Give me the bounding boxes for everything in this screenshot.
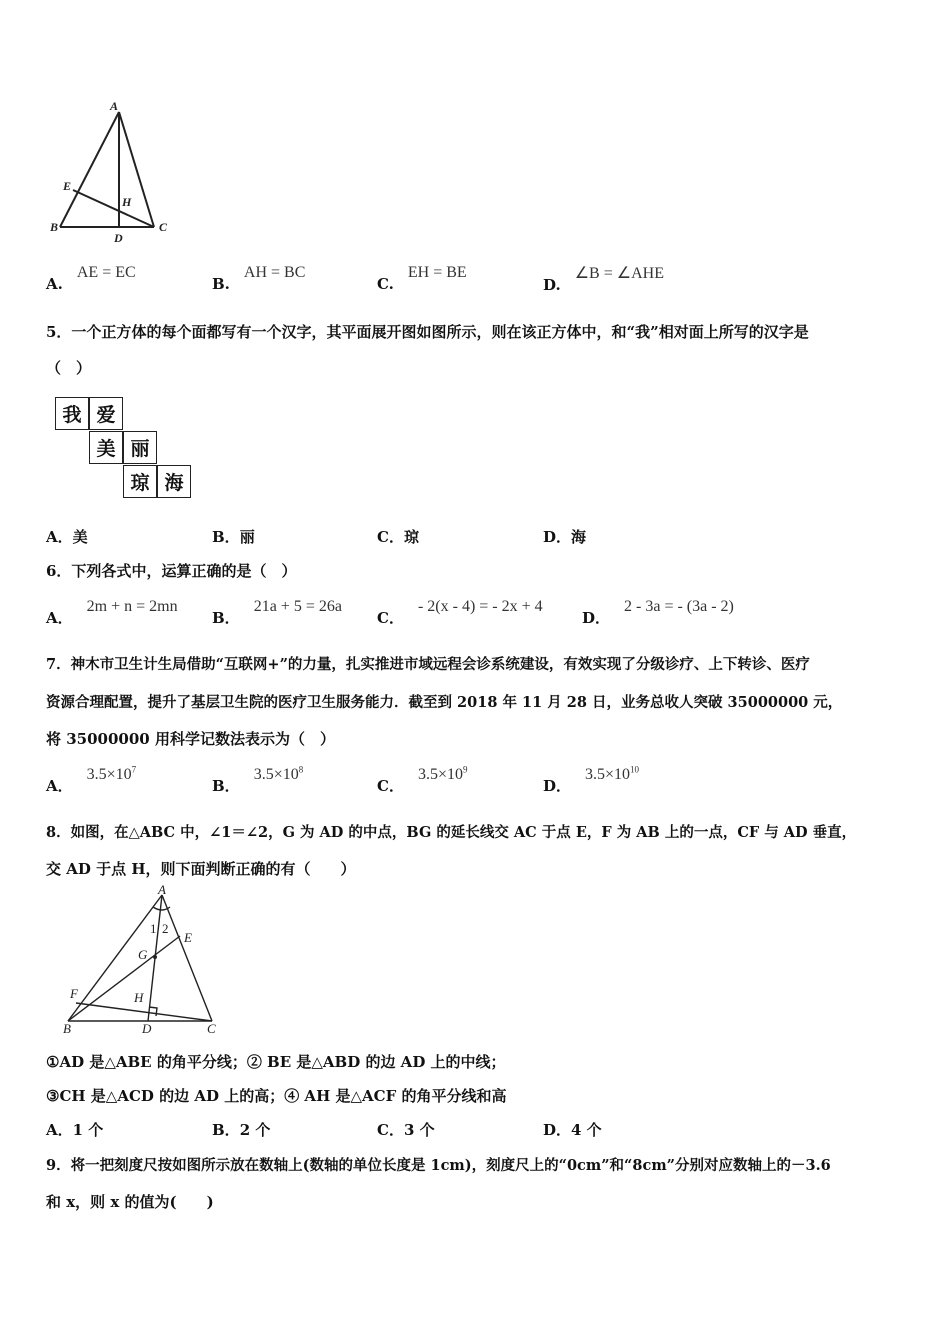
q5-option-b[interactable]: B．丽 [212,528,255,546]
q4-option-a[interactable]: A.AE = EC [46,264,136,293]
label-f: F [70,986,78,1001]
q6-stem: 6．下列各式中，运算正确的是（ ） [46,562,297,580]
q7-stem-line-1: 7．神木市卫生计生局借助“互联网+”的力量，扎实推进市域远程会诊系统建设，有效实现了分级诊疗、上下转诊、医疗 [46,656,810,673]
cube-net-cell: 海 [157,465,191,498]
q7-option-c[interactable]: C．$3.5\times 10^9$ [377,764,468,795]
label-d: D [142,1021,152,1035]
q8-statement-3-4: ③CH 是△ACD 的边 AD 上的高；④ AH 是△ACF 的角平分线和高 [46,1087,507,1105]
label-a: A [158,885,166,897]
q9-stem-line-1: 9．将一把刻度尺按如图所示放在数轴上(数轴的单位长度是 1cm)，刻度尺上的“0cm”和“8cm”分别对应数轴上的－3.6 [46,1157,831,1174]
q8-option-a[interactable]: A．1 个 [46,1121,104,1139]
label-c: C [207,1021,216,1035]
q8-option-d[interactable]: D．4 个 [543,1121,602,1139]
q8-stem-line-2: 交 AD 于点 H，则下面判断正确的有（ ） [46,860,356,878]
label-h: H [134,990,144,1005]
q8-option-c[interactable]: C．3 个 [377,1121,435,1139]
q6-option-a[interactable]: A．2m + n = 2mn [46,598,178,627]
cube-net-cell: 琼 [123,465,157,498]
q4-option-b[interactable]: B.AH = BC [212,264,306,293]
label-c: C [159,220,168,234]
q7-stem-line-3: 将 35000000 用科学记数法表示为（ ） [46,730,335,748]
q5-option-d[interactable]: D．海 [543,528,587,546]
q6-option-c[interactable]: C．- 2(x - 4) = - 2x + 4 [377,598,543,627]
q7-option-a[interactable]: A．$3.5\times 10^7$ [46,764,137,795]
label-e: E [63,179,72,193]
q8-triangle-figure [60,885,230,1035]
q6-option-d[interactable]: D．2 - 3a = - (3a - 2) [582,598,734,627]
q5-stem-line-2: （ ） [46,359,92,377]
label-angle-2: 2 [162,921,169,936]
q4-option-d[interactable]: D.∠B = ∠AHE [543,265,664,294]
q7-stem-line-2: 资源合理配置，提升了基层卫生院的医疗卫生服务能力．截至到 2018 年 11 月 28 日，业务总收人突破 35000000 元， [46,694,843,711]
q7-option-d[interactable]: D．$3.5\times 10^{10}$ [543,764,640,795]
q9-stem-line-2: 和 x，则 x 的值为( ) [46,1193,214,1211]
cube-net-cell: 美 [89,431,123,464]
q8-statement-1-2: ①AD 是△ABE 的角平分线；② BE 是△ABD 的边 AD 上的中线； [46,1053,506,1071]
q8-option-b[interactable]: B．2 个 [212,1121,271,1139]
cube-net-cell: 丽 [123,431,157,464]
q5-option-c[interactable]: C．琼 [377,528,419,546]
cube-net-cell: 我 [55,397,89,430]
q7-option-b[interactable]: B．$3.5\times 10^8$ [212,764,304,795]
q4-triangle-figure [50,100,180,245]
label-e: E [184,930,192,945]
q8-stem-line-1: 8．如图，在△ABC 中，∠1＝∠2，G 为 AD 的中点，BG 的延长线交 AC 于点 E，F 为 AB 上的一点，CF 与 AD 垂直， [46,824,857,841]
q5-stem-line-1: 5．一个正方体的每个面都写有一个汉字，其平面展开图如图所示，则在该正方体中，和“我”相对面上所写的汉字是 [46,323,809,341]
label-b: B [50,220,59,234]
cube-net-cell: 爱 [89,397,123,430]
label-angle-1: 1 [150,921,157,936]
q5-option-a[interactable]: A．美 [46,528,88,546]
q6-option-b[interactable]: B．21a + 5 = 26a [212,598,342,627]
label-a: A [110,100,119,113]
label-b: B [63,1021,71,1035]
q4-option-c[interactable]: C.EH = BE [377,264,467,293]
label-g: G [138,947,148,962]
label-d: D [114,231,123,245]
label-h: H [122,195,132,209]
